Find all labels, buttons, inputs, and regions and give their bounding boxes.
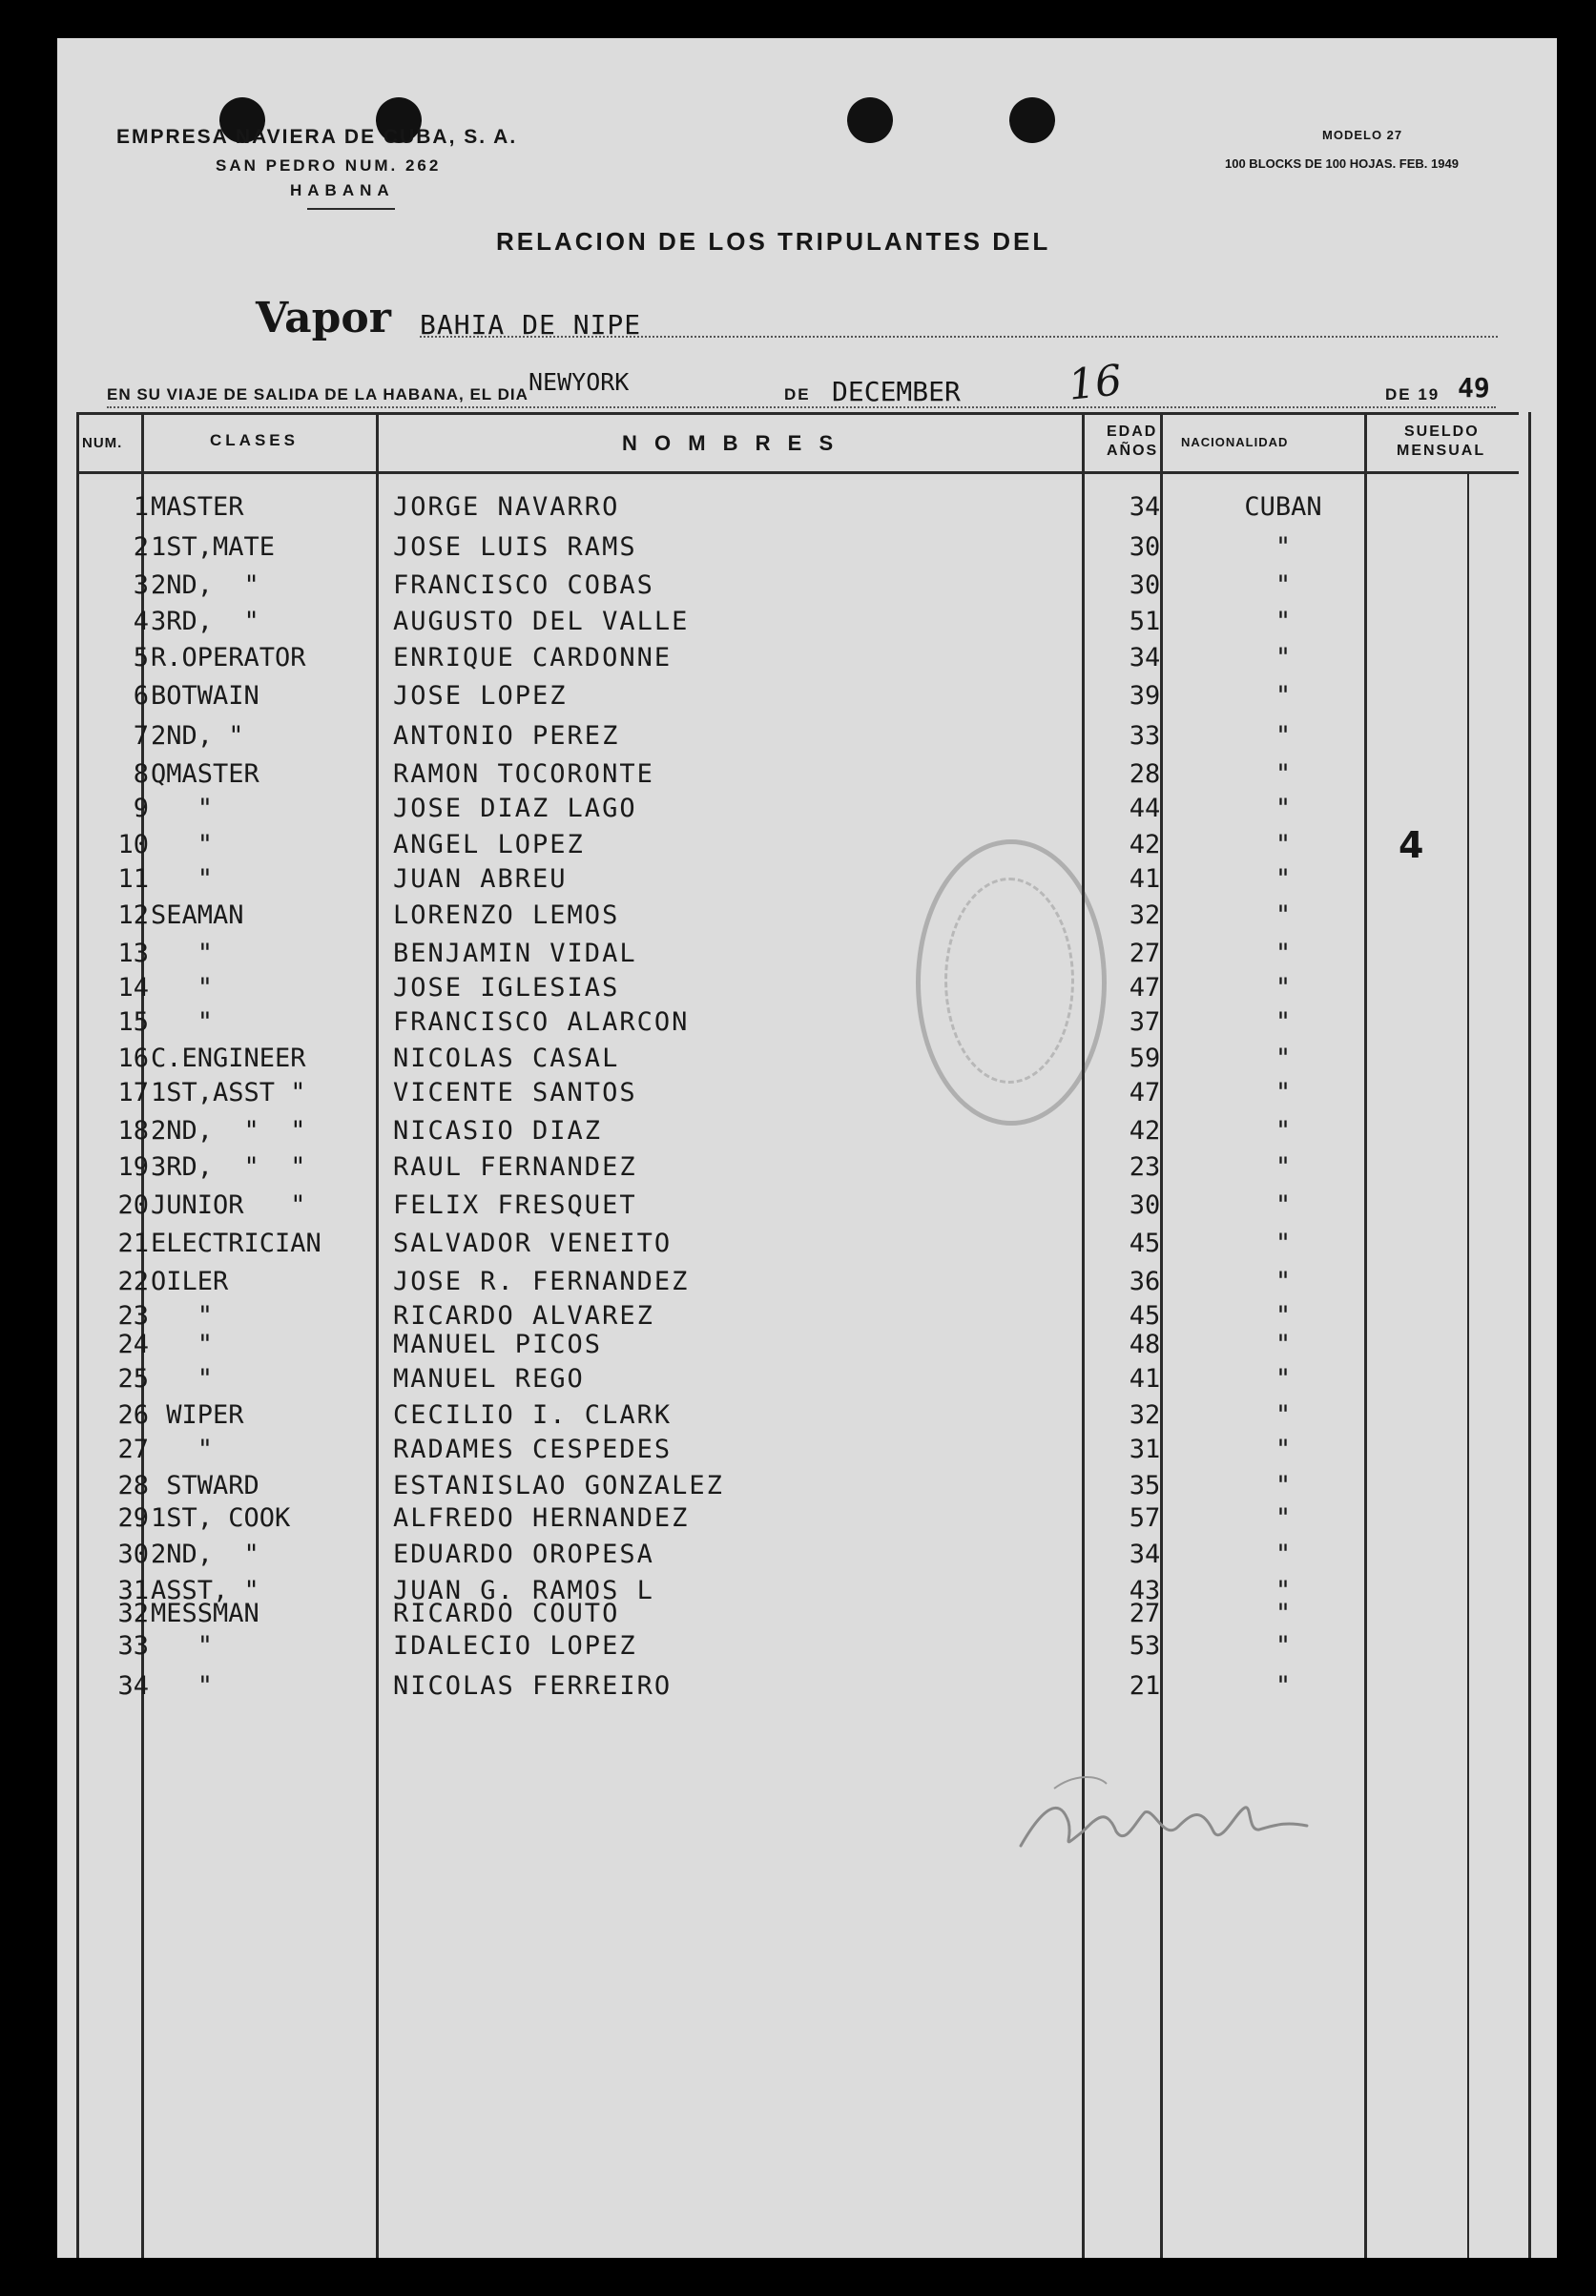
row-nacionalidad: " bbox=[1275, 1330, 1292, 1359]
row-clase: QMASTER bbox=[151, 759, 259, 789]
official-stamp-inner bbox=[944, 878, 1074, 1084]
row-nombre: IDALECIO LOPEZ bbox=[393, 1631, 637, 1661]
row-num: 29 bbox=[117, 1503, 149, 1533]
row-nombre: FELIX FRESQUET bbox=[393, 1190, 637, 1220]
row-edad: 30 bbox=[1129, 532, 1161, 562]
punch-hole bbox=[847, 97, 893, 143]
row-nombre: SALVADOR VENEITO bbox=[393, 1229, 673, 1258]
row-nombre: JOSE IGLESIAS bbox=[393, 973, 620, 1003]
table-row bbox=[57, 607, 1557, 635]
table-row bbox=[57, 1007, 1557, 1036]
row-nacionalidad: " bbox=[1275, 607, 1292, 636]
row-nombre: JORGE NAVARRO bbox=[393, 492, 620, 522]
table-row bbox=[57, 1330, 1557, 1358]
table-row bbox=[57, 721, 1557, 750]
col-header-mensual: MENSUAL bbox=[1397, 443, 1486, 459]
row-clase: " bbox=[151, 1007, 214, 1037]
row-nombre: NICASIO DIAZ bbox=[393, 1116, 603, 1146]
row-nombre: CECILIO I. CLARK bbox=[393, 1400, 673, 1430]
row-nacionalidad: " bbox=[1275, 900, 1292, 930]
table-row bbox=[57, 794, 1557, 822]
row-edad: 32 bbox=[1129, 1400, 1161, 1430]
row-nombre: MANUEL REGO bbox=[393, 1364, 585, 1394]
row-nacionalidad: " bbox=[1275, 1229, 1292, 1258]
form-print-info: 100 BLOCKS DE 100 HOJAS. FEB. 1949 bbox=[1225, 156, 1459, 171]
row-edad: 37 bbox=[1129, 1007, 1161, 1037]
row-edad: 48 bbox=[1129, 1330, 1161, 1359]
row-num: 14 bbox=[117, 973, 149, 1003]
table-row bbox=[57, 1044, 1557, 1072]
row-nacionalidad: " bbox=[1275, 1116, 1292, 1146]
row-edad: 30 bbox=[1129, 570, 1161, 600]
row-nacionalidad: " bbox=[1275, 1631, 1292, 1661]
row-nacionalidad: " bbox=[1275, 1007, 1292, 1037]
table-row bbox=[57, 1671, 1557, 1700]
table-row bbox=[57, 1116, 1557, 1145]
row-nacionalidad: " bbox=[1275, 1078, 1292, 1107]
row-edad: 42 bbox=[1129, 1116, 1161, 1146]
table-row bbox=[57, 681, 1557, 710]
table-row bbox=[57, 1471, 1557, 1500]
row-num: 15 bbox=[117, 1007, 149, 1037]
row-nombre: MANUEL PICOS bbox=[393, 1330, 603, 1359]
row-edad: 28 bbox=[1129, 759, 1161, 789]
row-edad: 45 bbox=[1129, 1229, 1161, 1258]
row-nacionalidad: " bbox=[1275, 721, 1292, 751]
table-row bbox=[57, 1190, 1557, 1219]
table-row bbox=[57, 643, 1557, 672]
table-row bbox=[57, 1503, 1557, 1532]
row-edad: 34 bbox=[1129, 492, 1161, 522]
row-nombre: RADAMES CESPEDES bbox=[393, 1435, 673, 1464]
row-clase: WIPER bbox=[151, 1400, 244, 1430]
row-num: 30 bbox=[117, 1540, 149, 1569]
row-nombre: RAUL FERNANDEZ bbox=[393, 1152, 637, 1182]
row-edad: 47 bbox=[1129, 973, 1161, 1003]
row-edad: 35 bbox=[1129, 1471, 1161, 1500]
row-num: 26 bbox=[117, 1400, 149, 1430]
row-nacionalidad: " bbox=[1275, 1267, 1292, 1296]
col-header-edad: EDAD bbox=[1107, 424, 1158, 440]
row-nombre: JUAN ABREU bbox=[393, 864, 568, 894]
row-nombre: NICOLAS FERREIRO bbox=[393, 1671, 673, 1701]
row-clase: " bbox=[151, 1631, 214, 1661]
vessel-name: BAHIA DE NIPE bbox=[420, 309, 642, 341]
table-row bbox=[57, 570, 1557, 599]
table-header-rule bbox=[76, 471, 1519, 474]
row-nacionalidad: " bbox=[1275, 681, 1292, 711]
row-clase: " bbox=[151, 830, 214, 859]
row-nombre: ALFREDO HERNANDEZ bbox=[393, 1503, 690, 1533]
row-clase: 2ND, " bbox=[151, 721, 244, 751]
col-header-sueldo: SUELDO bbox=[1404, 424, 1480, 440]
row-edad: 41 bbox=[1129, 864, 1161, 894]
row-clase: ELECTRICIAN bbox=[151, 1229, 321, 1258]
row-num: 25 bbox=[117, 1364, 149, 1394]
table-row bbox=[57, 1364, 1557, 1393]
table-row bbox=[57, 900, 1557, 929]
col-header-nombres: N O M B R E S bbox=[622, 431, 839, 455]
row-nacionalidad: " bbox=[1275, 759, 1292, 789]
voyage-year-label: DE 19 bbox=[1385, 385, 1441, 403]
row-num: 17 bbox=[117, 1078, 149, 1107]
row-nombre: AUGUSTO DEL VALLE bbox=[393, 607, 690, 636]
document-sheet bbox=[57, 38, 1557, 2258]
row-edad: 21 bbox=[1129, 1671, 1161, 1701]
row-num: 23 bbox=[117, 1301, 149, 1331]
row-clase: MASTER bbox=[151, 492, 244, 522]
row-num: 28 bbox=[117, 1471, 149, 1500]
row-clase: SEAMAN bbox=[151, 900, 244, 930]
row-clase: 1ST,MATE bbox=[151, 532, 276, 562]
row-nacionalidad: CUBAN bbox=[1244, 492, 1322, 522]
row-edad: 53 bbox=[1129, 1631, 1161, 1661]
row-nombre: ENRIQUE CARDONNE bbox=[393, 643, 673, 672]
row-clase: OILER bbox=[151, 1267, 229, 1296]
row-edad: 34 bbox=[1129, 643, 1161, 672]
table-row bbox=[57, 1267, 1557, 1295]
row-nacionalidad: " bbox=[1275, 1364, 1292, 1394]
row-num: 2 bbox=[133, 532, 149, 562]
row-num: 22 bbox=[117, 1267, 149, 1296]
margin-note: 4 bbox=[1399, 824, 1424, 866]
row-num: 19 bbox=[117, 1152, 149, 1182]
row-clase: " bbox=[151, 864, 214, 894]
row-clase: MESSMAN bbox=[151, 1599, 259, 1628]
table-row bbox=[57, 1435, 1557, 1463]
row-clase: 3RD, " " bbox=[151, 1152, 306, 1182]
row-num: 6 bbox=[133, 681, 149, 711]
row-num: 32 bbox=[117, 1599, 149, 1628]
row-clase: 1ST, COOK bbox=[151, 1503, 291, 1533]
voyage-de-label: DE bbox=[784, 385, 811, 403]
row-clase: 1ST,ASST " bbox=[151, 1078, 306, 1107]
vessel-label: Vapor bbox=[256, 294, 391, 342]
voyage-text: EN SU VIAJE DE SALIDA DE LA HABANA, EL DIA bbox=[107, 385, 529, 403]
row-edad: 57 bbox=[1129, 1503, 1161, 1533]
table-row bbox=[57, 492, 1557, 521]
row-num: 1 bbox=[133, 492, 149, 522]
row-edad: 31 bbox=[1129, 1435, 1161, 1464]
row-num: 20 bbox=[117, 1190, 149, 1220]
row-num: 12 bbox=[117, 900, 149, 930]
row-edad: 33 bbox=[1129, 721, 1161, 751]
row-num: 9 bbox=[133, 794, 149, 823]
row-clase: 2ND, " " bbox=[151, 1116, 306, 1146]
row-edad: 27 bbox=[1129, 1599, 1161, 1628]
row-edad: 47 bbox=[1129, 1078, 1161, 1107]
row-edad: 42 bbox=[1129, 830, 1161, 859]
row-num: 16 bbox=[117, 1044, 149, 1073]
company-address: SAN PEDRO NUM. 262 bbox=[216, 156, 442, 175]
row-nacionalidad: " bbox=[1275, 1576, 1292, 1605]
row-edad: 27 bbox=[1129, 939, 1161, 968]
row-nombre: JUAN G. RAMOS L bbox=[393, 1576, 654, 1605]
row-nombre: VICENTE SANTOS bbox=[393, 1078, 637, 1107]
row-nacionalidad: " bbox=[1275, 864, 1292, 894]
row-nacionalidad: " bbox=[1275, 1540, 1292, 1569]
row-nombre: RAMON TOCORONTE bbox=[393, 759, 654, 789]
punch-hole bbox=[1009, 97, 1055, 143]
row-clase: STWARD bbox=[151, 1471, 259, 1500]
row-clase: " bbox=[151, 1301, 214, 1331]
row-num: 8 bbox=[133, 759, 149, 789]
form-model: MODELO 27 bbox=[1322, 128, 1403, 142]
row-nacionalidad: " bbox=[1275, 570, 1292, 600]
row-edad: 32 bbox=[1129, 900, 1161, 930]
row-edad: 45 bbox=[1129, 1301, 1161, 1331]
row-nombre: JOSE LUIS RAMS bbox=[393, 532, 637, 562]
row-clase: " bbox=[151, 1671, 214, 1701]
row-clase: R.OPERATOR bbox=[151, 643, 306, 672]
row-num: 18 bbox=[117, 1116, 149, 1146]
row-nacionalidad: " bbox=[1275, 532, 1292, 562]
voyage-month: DECEMBER bbox=[832, 376, 961, 407]
row-edad: 59 bbox=[1129, 1044, 1161, 1073]
row-clase: 2ND, " bbox=[151, 570, 259, 600]
row-clase: " bbox=[151, 1364, 214, 1394]
row-edad: 36 bbox=[1129, 1267, 1161, 1296]
row-clase: 3RD, " bbox=[151, 607, 259, 636]
table-row bbox=[57, 1540, 1557, 1568]
table-row bbox=[57, 1301, 1557, 1330]
document-title: RELACION DE LOS TRIPULANTES DEL bbox=[496, 227, 1051, 256]
row-num: 21 bbox=[117, 1229, 149, 1258]
row-nombre: JOSE R. FERNANDEZ bbox=[393, 1267, 690, 1296]
row-num: 24 bbox=[117, 1330, 149, 1359]
voyage-dotted-line bbox=[107, 406, 1496, 408]
row-clase: " bbox=[151, 1330, 214, 1359]
company-city: HABANA bbox=[290, 181, 395, 199]
table-row bbox=[57, 1152, 1557, 1181]
row-nacionalidad: " bbox=[1275, 643, 1292, 672]
table-row bbox=[57, 759, 1557, 788]
row-clase: JUNIOR " bbox=[151, 1190, 306, 1220]
row-num: 13 bbox=[117, 939, 149, 968]
row-nacionalidad: " bbox=[1275, 1190, 1292, 1220]
row-nombre: RICARDO ALVAREZ bbox=[393, 1301, 654, 1331]
row-num: 27 bbox=[117, 1435, 149, 1464]
row-nacionalidad: " bbox=[1275, 1044, 1292, 1073]
row-edad: 51 bbox=[1129, 607, 1161, 636]
col-header-anos: AÑOS bbox=[1107, 443, 1159, 459]
row-edad: 39 bbox=[1129, 681, 1161, 711]
row-edad: 44 bbox=[1129, 794, 1161, 823]
table-row bbox=[57, 830, 1557, 858]
row-nombre: BENJAMIN VIDAL bbox=[393, 939, 637, 968]
row-num: 3 bbox=[133, 570, 149, 600]
row-edad: 34 bbox=[1129, 1540, 1161, 1569]
row-nombre: RICARDO COUTO bbox=[393, 1599, 620, 1628]
row-nacionalidad: " bbox=[1275, 1503, 1292, 1533]
row-num: 10 bbox=[117, 830, 149, 859]
voyage-year: 49 bbox=[1458, 372, 1490, 403]
col-header-nacionalidad: NACIONALIDAD bbox=[1181, 435, 1289, 449]
row-nacionalidad: " bbox=[1275, 1400, 1292, 1430]
col-header-clases: CLASES bbox=[210, 431, 299, 449]
row-nacionalidad: " bbox=[1275, 939, 1292, 968]
row-clase: C.ENGINEER bbox=[151, 1044, 306, 1073]
row-nombre: ANGEL LOPEZ bbox=[393, 830, 585, 859]
row-nacionalidad: " bbox=[1275, 1471, 1292, 1500]
row-nacionalidad: " bbox=[1275, 1435, 1292, 1464]
voyage-destination: NEWYORK bbox=[529, 368, 630, 396]
row-nombre: FRANCISCO COBAS bbox=[393, 570, 654, 600]
row-num: 11 bbox=[117, 864, 149, 894]
table-row bbox=[57, 1631, 1557, 1660]
row-nombre: JOSE DIAZ LAGO bbox=[393, 794, 637, 823]
row-num: 33 bbox=[117, 1631, 149, 1661]
row-clase: " bbox=[151, 1435, 214, 1464]
row-clase: " bbox=[151, 973, 214, 1003]
table-row bbox=[57, 532, 1557, 561]
row-num: 7 bbox=[133, 721, 149, 751]
table-row bbox=[57, 1599, 1557, 1627]
row-nombre: LORENZO LEMOS bbox=[393, 900, 620, 930]
row-edad: 41 bbox=[1129, 1364, 1161, 1394]
row-num: 5 bbox=[133, 643, 149, 672]
row-nombre: JOSE LOPEZ bbox=[393, 681, 568, 711]
table-row bbox=[57, 1229, 1557, 1257]
row-nombre: EDUARDO OROPESA bbox=[393, 1540, 654, 1569]
row-clase: " bbox=[151, 794, 214, 823]
table-top-rule bbox=[76, 412, 1519, 415]
row-edad: 43 bbox=[1129, 1576, 1161, 1605]
row-nombre: FRANCISCO ALARCON bbox=[393, 1007, 690, 1037]
row-nacionalidad: " bbox=[1275, 794, 1292, 823]
row-edad: 23 bbox=[1129, 1152, 1161, 1182]
row-clase: " bbox=[151, 939, 214, 968]
voyage-day: 16 bbox=[1066, 356, 1125, 410]
table-row bbox=[57, 973, 1557, 1002]
row-nacionalidad: " bbox=[1275, 1671, 1292, 1701]
table-row bbox=[57, 1078, 1557, 1107]
row-num: 34 bbox=[117, 1671, 149, 1701]
row-nacionalidad: " bbox=[1275, 973, 1292, 1003]
row-clase: ASST, " bbox=[151, 1576, 259, 1605]
table-row bbox=[57, 939, 1557, 967]
row-edad: 30 bbox=[1129, 1190, 1161, 1220]
row-nacionalidad: " bbox=[1275, 830, 1292, 859]
city-underline bbox=[307, 208, 395, 210]
row-nacionalidad: " bbox=[1275, 1301, 1292, 1331]
table-row bbox=[57, 1400, 1557, 1429]
company-name: EMPRESA NAVIERA DE CUBA, S. A. bbox=[116, 126, 518, 148]
row-clase: 2ND, " bbox=[151, 1540, 259, 1569]
col-header-num: NUM. bbox=[82, 435, 123, 451]
row-nombre: ESTANISLAO GONZALEZ bbox=[393, 1471, 724, 1500]
row-num: 31 bbox=[117, 1576, 149, 1605]
row-nacionalidad: " bbox=[1275, 1152, 1292, 1182]
row-num: 4 bbox=[133, 607, 149, 636]
row-clase: BOTWAIN bbox=[151, 681, 259, 711]
vessel-dotted-line bbox=[420, 336, 1498, 338]
row-nombre: ANTONIO PEREZ bbox=[393, 721, 620, 751]
table-row bbox=[57, 864, 1557, 893]
row-nacionalidad: " bbox=[1275, 1599, 1292, 1628]
row-nombre: NICOLAS CASAL bbox=[393, 1044, 620, 1073]
signature bbox=[1002, 1755, 1326, 1870]
